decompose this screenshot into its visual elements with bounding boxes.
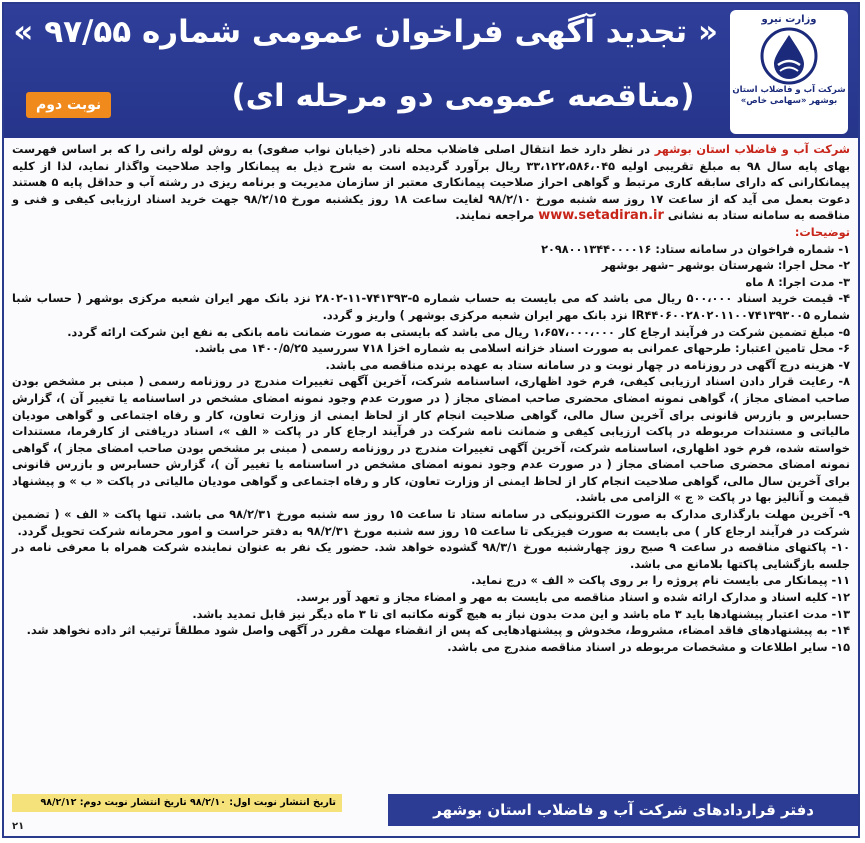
list-item: ۹- آخرین مهلت بارگذاری مدارک به صورت الکترونیکی در سامانه ستاد تا ساعت ۱۵ روز سه شنبه مورخ ۹۸/۲/۳۱ می باشد. تنها پاکت « الف » ( تضمین شرکت در فرآیند ارجاع کار ) می بایست به صورت فیزیکی تا ساعت ۱۵ روز سه شنبه مورخ ۹۸/۲/۳۱ به دفتر حراست و امور محرمانه شرکت تحویل گردد. [12, 508, 850, 538]
ad-footer [4, 792, 858, 836]
list-item: ۶- محل تامین اعتبار: طرحهای عمرانی به صورت اسناد خزانه اسلامی به شماره اخزا ۷۱۸ سررسید ۱۴۰۰/۵/۲۵ می باشد. [194, 342, 850, 356]
intro-text-2: مراجعه نمایند. [455, 209, 539, 223]
list-item: ۱۳- مدت اعتبار پیشنهادها باید ۳ ماه باشد و این مدت بدون نیاز به هیچ گونه مکاتبه ای تا ۳ ماه دیگر نیز قابل تمدید باشد. [192, 607, 850, 621]
list-item: ۱۱- پیمانکار می بایست نام پروژه را بر روی پاکت « الف » درج نماید. [471, 574, 850, 588]
list-item: ۷- هزینه درج آگهی در روزنامه در چهار نوبت و در سامانه ستاد به عهده برنده مناقصه می باشد. [325, 358, 850, 372]
website-link[interactable]: www.setadiran.ir [538, 208, 664, 224]
tender-advertisement [2, 2, 860, 838]
list-item: ۵- مبلغ تضمین شرکت در فرآیند ارجاع کار ۱،۶۵۷،۰۰۰،۰۰۰ ریال می باشد که بایستی به صورت ضمانت نامه بانکی به نفع این شرکت ارائه گردد. [67, 325, 850, 339]
intro-paragraph [12, 142, 850, 225]
list-item: ۱- شماره فراخوان در سامانه ستاد: ۲۰۹۸۰۰۱۳۴۴۰۰۰۰۱۶ [541, 242, 850, 256]
logo-company-name: شرکت آب و فاضلاب استان بوشهر «سهامی خاص» [732, 85, 846, 106]
list-item: ۱۴- به پیشنهادهای فاقد امضاء، مشروط، مخدوش و پیشنهادهایی که پس از انقضاء مهلت مقرر در آگهی واصل شود مطلقاً ترتیب اثر داده نخواهد شد. [26, 624, 850, 638]
company-name: شرکت آب و فاضلاب استان بوشهر [654, 143, 850, 156]
company-logo [730, 10, 848, 134]
logo-ministry-text: وزارت نیرو [761, 14, 817, 25]
list-item: ۲- محل اجرا: شهرستان بوشهر –شهر بوشهر [601, 259, 850, 273]
ad-body [12, 142, 850, 656]
ad-header [4, 4, 858, 138]
intro-text-1: در نظر دارد خط انتقال اصلی فاضلاب محله نادر (خیابان نواب صفوی) به روش لوله رانی را که بر اساس فهرست بهای پایه سال ۹۸ به مبلغ تقریبی اولیه ۳۳،۱۲۲،۵۸۶،۰۴۵ ریال برآورد گردیده است به شرح ذیل به پیمانکار واجد صلاحیت واگذار نماید، لذا از کلیه پیمانکارانی که دارای سابقه کاری مرتبط و گواهی احراز صلاحیت پیمانکاری معتبر از سازمان مدیریت و برنامه ریزی در رشته آب و حداقل پایه ۵ هستند دعوت بعمل می آید که از ساعت ۱۷ روز سه شنبه مورخ ۹۸/۲/۱۰ لغایت ساعت ۱۸ روز یکشنبه مورخ ۹۸/۲/۱۵ جهت خرید اسناد ارزیابی کیفی و فنی و مناقصه به سامانه ستاد به نشانی [12, 143, 851, 223]
list-item: ۴- قیمت خرید اسناد ۵۰۰،۰۰۰ ریال می باشد که می بایست به حساب شماره ۵-۷۴۱۳۹۳-۱۱-۲۸۰۲ نزد بانک مهر ایران شعبه مرکزی بوشهر ( حساب شبا شماره IR۴۴۰۶۰۰۲۸۰۲۰۱۱۰۰۷۴۱۳۹۳۰۰۵ نزد بانک مهر ایران شعبه مرکزی بوشهر ) واریز و گردد. [12, 292, 850, 322]
page-number: ۲۱ [12, 821, 25, 832]
ad-title: « تجدید آگهی فراخوان عمومی شماره ۹۷/۵۵ » [13, 14, 718, 50]
office-signature: دفتر قراردادهای شرکت آب و فاضلاب استان بوشهر [388, 794, 858, 826]
water-drop-logo-icon [760, 27, 818, 85]
list-item: ۸- رعایت قرار دادن اسناد ارزیابی کیفی، فرم خود اظهاری، اساسنامه شرکت، آخرین آگهی تغییرات مندرج در روزنامه رسمی ( مبنی بر مشخص بودن صاحب امضای مجاز )، گواهی نمونه امضای محضری صاحب امضای مجاز ( در صورت عدم وجود نمونه امضای مشخص در اساسنامه یا تغییر آن )، گزارش حسابرس و بازرس قانونی برای آخرین سال مالی، گواهی صلاحیت انجام کار از لحاظ ایمنی از وزارت تعاون، کار و رفاه اجتماعی و گواهی مودیان مالیاتی و مستندات مربوطه در پاکت ارزیابی کیفی و ضمانت نامه شرکت در فرآیند ارجاع کار در پاکت « الف »، اسناد دریافتی از کارفرما، مستندات خواسته شده، فرم خود اظهاری، اساسنامه شرکت، آخرین آگهی تغییرات مندرج در روزنامه رسمی ( مبنی بر مشخص بودن صاحب امضای مجاز )، گواهی نمونه امضای محضری صاحب امضای مجاز ( در صورت عدم وجود نمونه امضای مشخص در اساسنامه یا تغییر آن )، گزارش حسابرس و بازرس قانونی برای آخرین سال مالی، گواهی صلاحیت انجام کار از لحاظ ایمنی از وزارت تعاون، کار و رفاه اجتماعی و گواهی مودیان مالیاتی در پاکت « ب » و پیشنهاد قیمت و آنالیز بها در پاکت « ج » الزامی می باشد. [12, 375, 850, 505]
notes-heading: توضیحات: [794, 225, 850, 239]
list-item: ۱۵- سایر اطلاعات و مشخصات مربوطه در اسناد مناقصه مندرج می باشد. [447, 640, 850, 654]
ad-subtitle: (مناقصه عمومی دو مرحله ای) [231, 78, 695, 114]
list-item: ۱۰- پاکتهای مناقصه در ساعت ۹ صبح روز چهارشنبه مورخ ۹۸/۳/۱ گشوده خواهد شد. حضور یک نفر به عنوان نماینده شرکت همراه با معرفی نامه در جلسه بازگشایی پاکتها بلامانع می باشد. [12, 541, 850, 571]
publication-dates: تاریخ انتشار نوبت اول: ۹۸/۲/۱۰ تاریخ انتشار نوبت دوم: ۹۸/۲/۱۲ [12, 794, 342, 812]
publication-round-badge: نوبت دوم [26, 92, 111, 118]
list-item: ۱۲- کلیه اسناد و مدارک ارائه شده و اسناد مناقصه می بایست به مهر و امضاء مجاز و تعهد آور برسد. [296, 591, 850, 605]
list-item: ۳- مدت اجرا: ۸ ماه [745, 275, 850, 289]
